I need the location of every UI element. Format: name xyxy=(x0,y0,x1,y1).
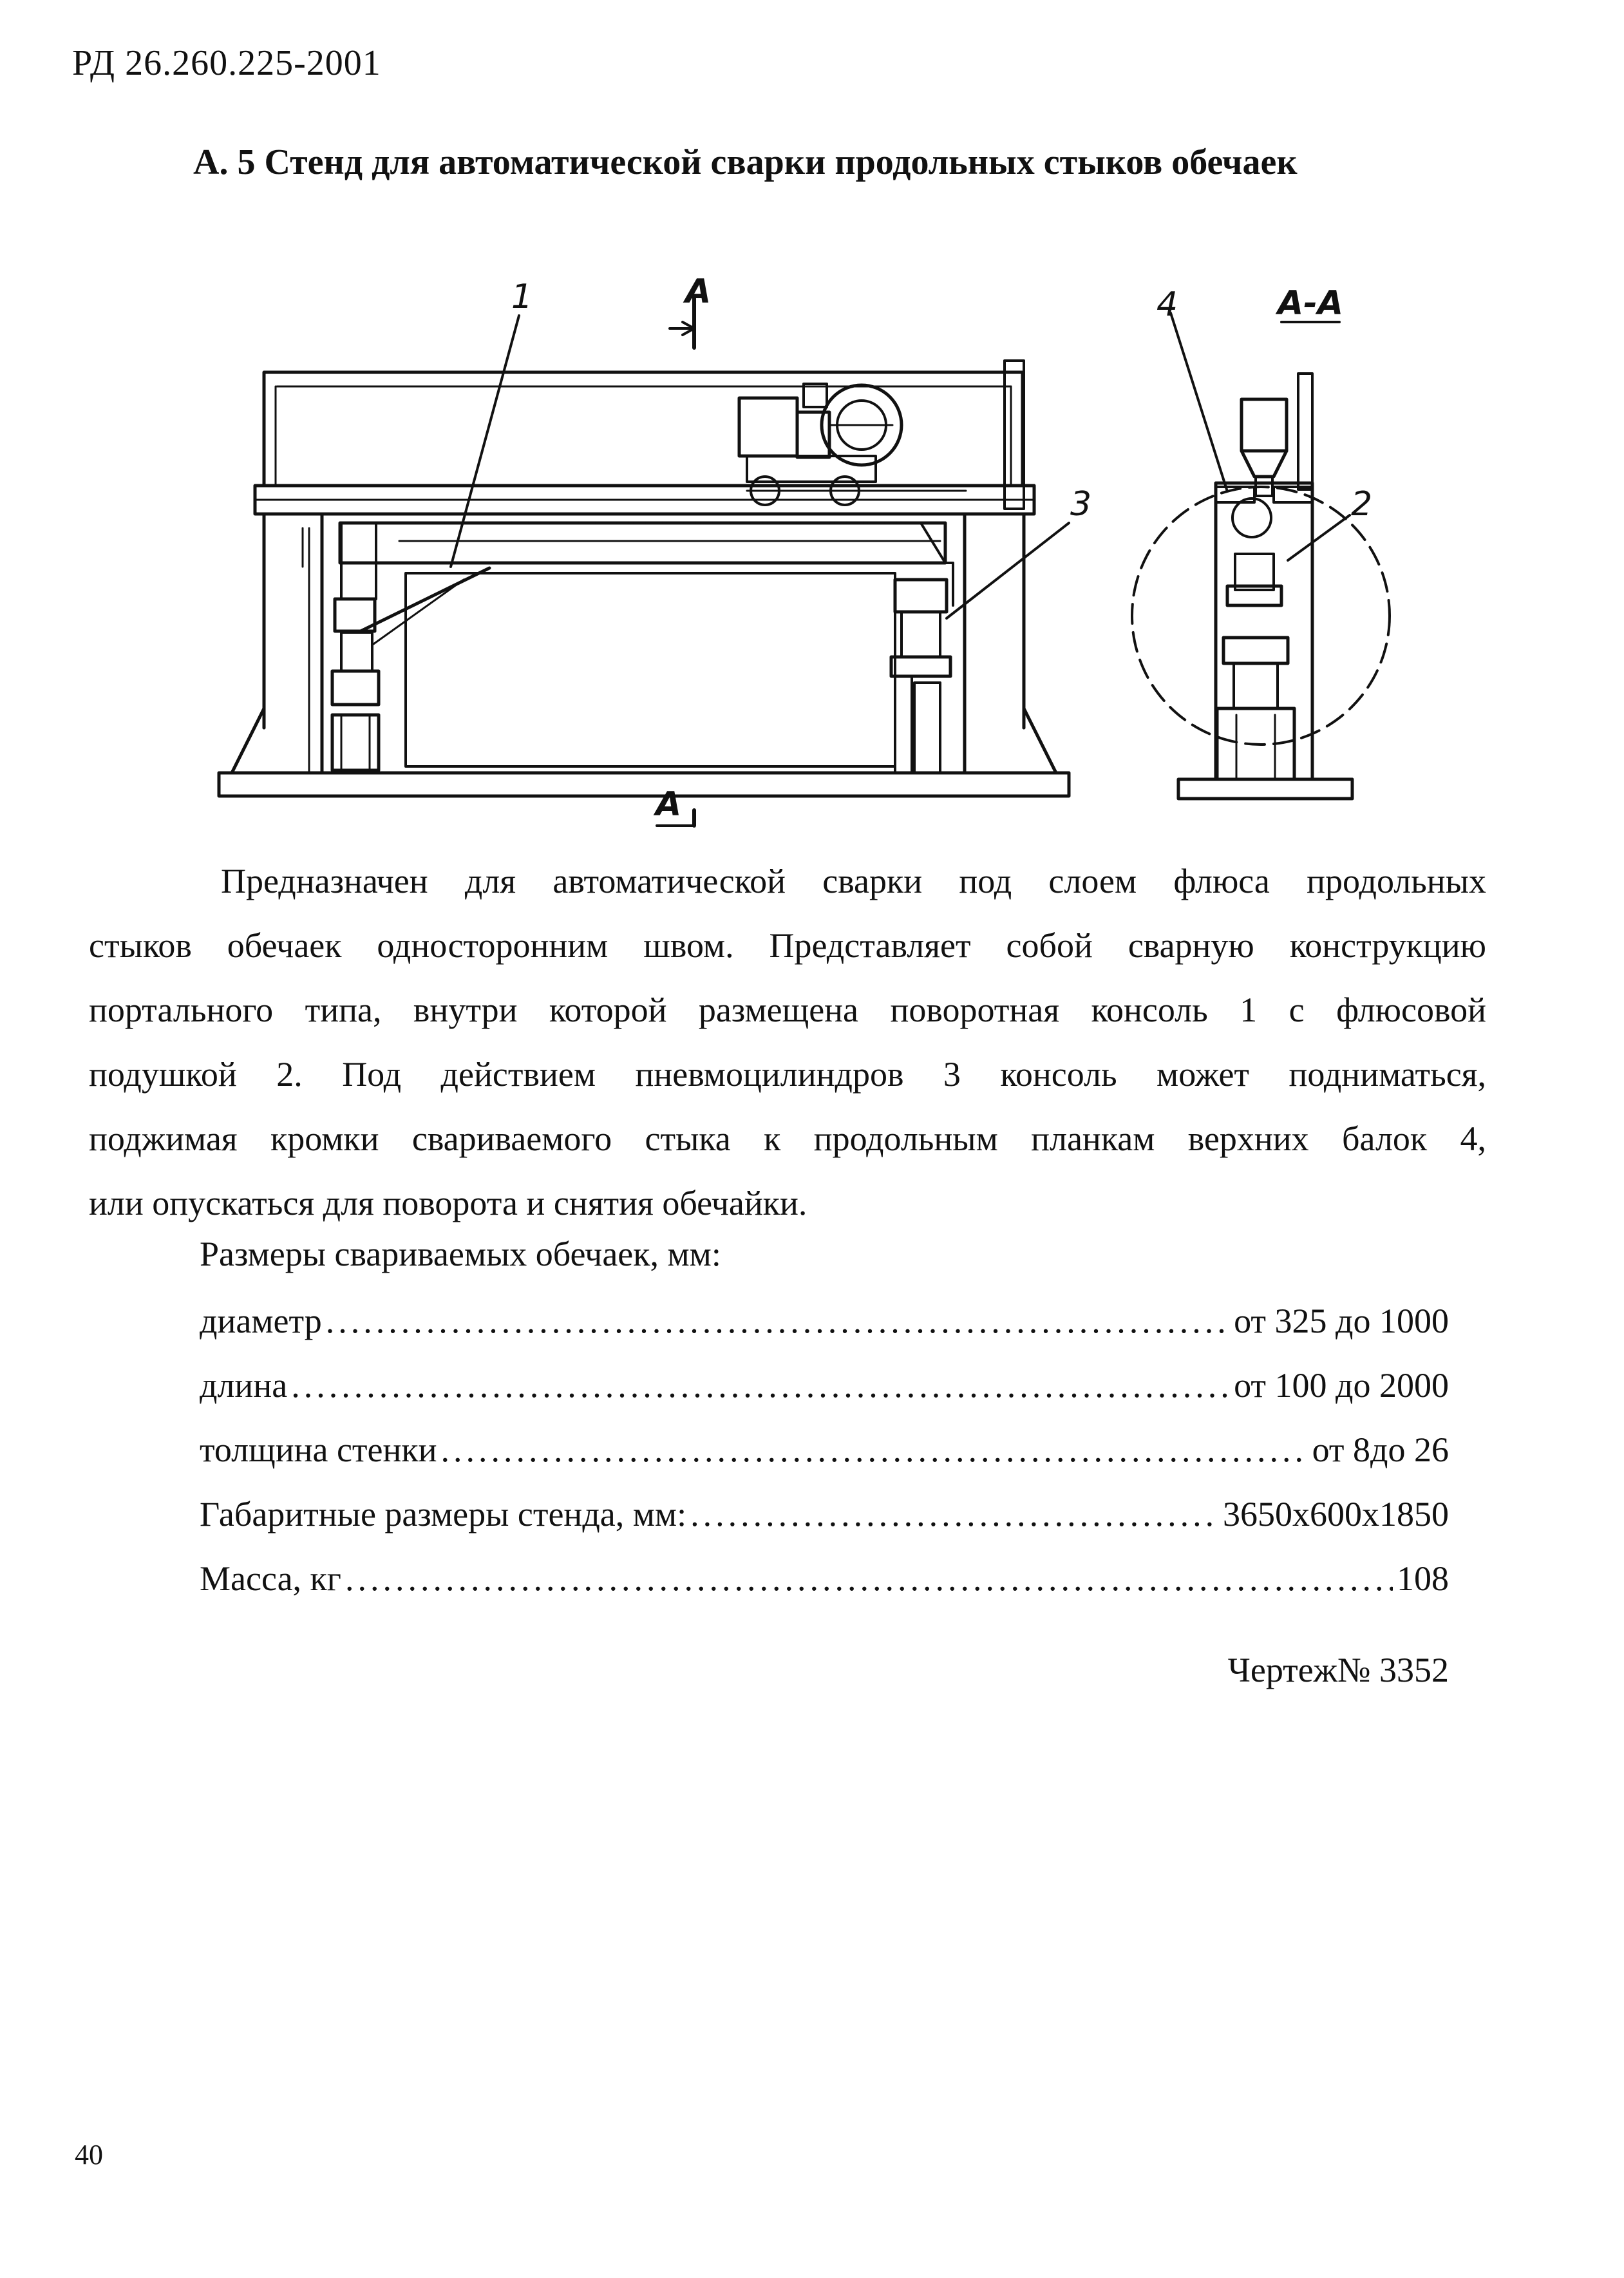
spec-label: Габаритные размеры стенда, мм: xyxy=(200,1495,687,1533)
spec-row-length xyxy=(200,1365,1449,1405)
callout-4: 4 xyxy=(1157,285,1178,324)
technical-drawing xyxy=(0,0,1624,837)
callout-2: 2 xyxy=(1351,485,1373,524)
spec-value: 108 xyxy=(1397,1559,1449,1598)
leader-dots xyxy=(291,1365,1230,1405)
spec-row-mass xyxy=(200,1559,1449,1599)
drawing-number: Чертеж№ 3352 xyxy=(1227,1651,1449,1689)
spec-label: Масса, кг xyxy=(200,1559,341,1598)
section-mark-bottom: А xyxy=(656,785,682,824)
paragraph-line: портального типа, внутри которой размещена поворотная консоль 1 с флюсовой xyxy=(89,991,1486,1029)
paragraph-line: Предназначен для автоматической сварки под слоем флюса продольных xyxy=(221,862,1486,900)
spec-row-thickness xyxy=(200,1430,1449,1470)
document-number: РД 26.260.225-2001 xyxy=(72,43,381,83)
leader-dots xyxy=(345,1559,1393,1599)
callout-3: 3 xyxy=(1070,485,1092,524)
spec-value: 3650х600х1850 xyxy=(1223,1495,1449,1533)
spec-label: толщина стенки xyxy=(200,1430,437,1469)
specs-heading: Размеры свариваемых обечаек, мм: xyxy=(200,1235,721,1273)
spec-row-diameter xyxy=(200,1301,1449,1341)
callout-1: 1 xyxy=(511,278,533,316)
spec-label: диаметр xyxy=(200,1302,322,1340)
leader-dots xyxy=(326,1301,1230,1341)
leader-dots xyxy=(441,1430,1308,1470)
leader-dots xyxy=(690,1494,1219,1534)
side-view-label: А-А xyxy=(1278,284,1344,323)
description-paragraph xyxy=(89,849,1486,1235)
spec-value: от 8до 26 xyxy=(1312,1430,1449,1469)
spec-value: от 100 до 2000 xyxy=(1234,1366,1449,1405)
spec-value: от 325 до 1000 xyxy=(1234,1302,1449,1340)
paragraph-line: подушкой 2. Под действием пневмоцилиндров 3 консоль может подниматься, xyxy=(89,1055,1486,1094)
section-title: А. 5 Стенд для автоматической сварки продольных стыков обечаек xyxy=(193,142,1298,182)
spec-label: длина xyxy=(200,1366,288,1405)
section-mark-top: А xyxy=(685,272,712,311)
paragraph-line: или опускаться для поворота и снятия обечайки. xyxy=(89,1184,807,1222)
paragraph-line: поджимая кромки свариваемого стыка к продольным планкам верхних балок 4, xyxy=(89,1119,1486,1158)
page-number: 40 xyxy=(75,2139,103,2170)
paragraph-line: стыков обечаек односторонним швом. Представляет собой сварную конструкцию xyxy=(89,926,1486,965)
spec-row-dimensions xyxy=(200,1494,1449,1534)
